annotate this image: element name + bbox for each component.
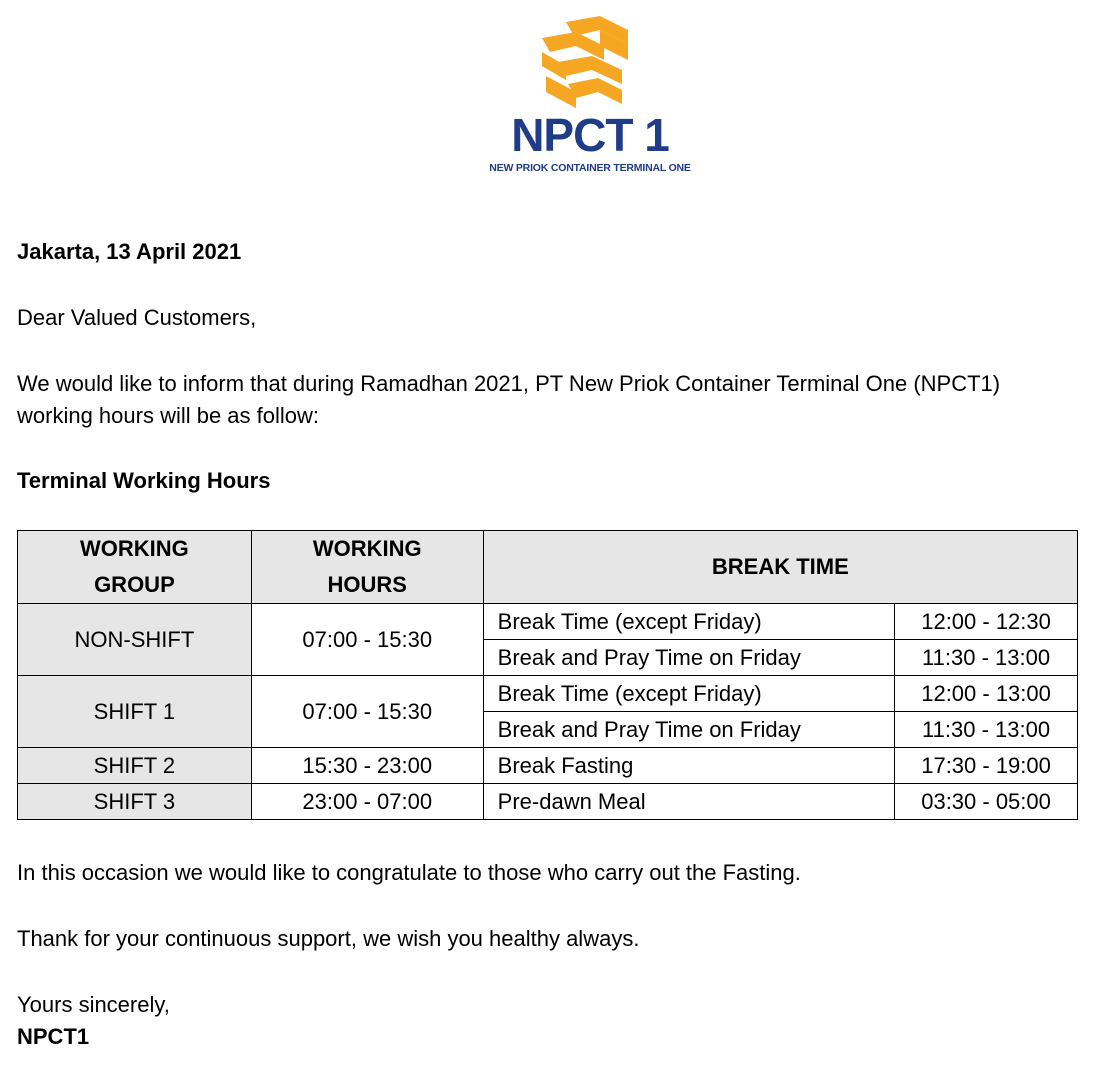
header-working-hours <box>251 531 483 604</box>
signoff: Yours sincerely, <box>17 992 170 1017</box>
header-working-group-line-1: WORKING <box>80 536 189 561</box>
company-logo <box>470 12 710 182</box>
break-label-cell: Break Fasting <box>483 748 894 784</box>
break-time-cell: 17:30 - 19:00 <box>895 748 1078 784</box>
table-header-row <box>18 531 1078 604</box>
table-row <box>18 604 1078 640</box>
break-label-cell: Break Time (except Friday) <box>483 604 894 640</box>
hours-cell: 23:00 - 07:00 <box>251 784 483 820</box>
section-title: Terminal Working Hours <box>17 468 271 493</box>
closing-line-2: Thank for your continuous support, we wish you healthy always. <box>17 926 640 951</box>
letter-date: Jakarta, 13 April 2021 <box>17 239 242 264</box>
break-label-cell: Break and Pray Time on Friday <box>483 712 894 748</box>
working-hours-table <box>17 530 1078 820</box>
letter-intro-line-1: We would like to inform that during Ramadhan 2021, PT New Priok Container Terminal One (NPCT1) <box>17 371 1001 396</box>
break-time-cell: 11:30 - 13:00 <box>895 712 1078 748</box>
header-break-time: BREAK TIME <box>483 531 1077 604</box>
hours-cell: 07:00 - 15:30 <box>251 604 483 676</box>
stacked-containers-logo-icon <box>536 16 636 114</box>
table-row <box>18 676 1078 712</box>
group-cell: NON-SHIFT <box>18 604 252 676</box>
closing-line-1: In this occasion we would like to congratulate to those who carry out the Fasting. <box>17 860 801 885</box>
group-cell: SHIFT 2 <box>18 748 252 784</box>
hours-cell: 15:30 - 23:00 <box>251 748 483 784</box>
header-working-hours-line-1: WORKING <box>312 536 422 561</box>
hours-cell: 07:00 - 15:30 <box>251 676 483 748</box>
header-working-hours-line-2: HOURS <box>327 572 407 597</box>
header-working-group <box>18 531 252 604</box>
group-cell: SHIFT 1 <box>18 676 252 748</box>
break-label-cell: Pre-dawn Meal <box>483 784 894 820</box>
break-time-cell: 12:00 - 13:00 <box>895 676 1078 712</box>
group-cell: SHIFT 3 <box>18 784 252 820</box>
letter-salutation: Dear Valued Customers, <box>17 305 257 330</box>
break-time-cell: 03:30 - 05:00 <box>895 784 1078 820</box>
break-label-cell: Break and Pray Time on Friday <box>483 640 894 676</box>
table-row <box>18 748 1078 784</box>
table-row <box>18 784 1078 820</box>
signature: NPCT1 <box>17 1024 90 1049</box>
break-label-cell: Break Time (except Friday) <box>483 676 894 712</box>
break-time-cell: 12:00 - 12:30 <box>895 604 1078 640</box>
logo-tagline: NEW PRIOK CONTAINER TERMINAL ONE <box>489 162 691 174</box>
header-working-group-line-2: GROUP <box>94 572 175 597</box>
letter-intro-line-2: working hours will be as follow: <box>17 403 320 428</box>
break-time-cell: 11:30 - 13:00 <box>895 640 1078 676</box>
logo-wordmark: NPCT 1 <box>511 109 669 161</box>
